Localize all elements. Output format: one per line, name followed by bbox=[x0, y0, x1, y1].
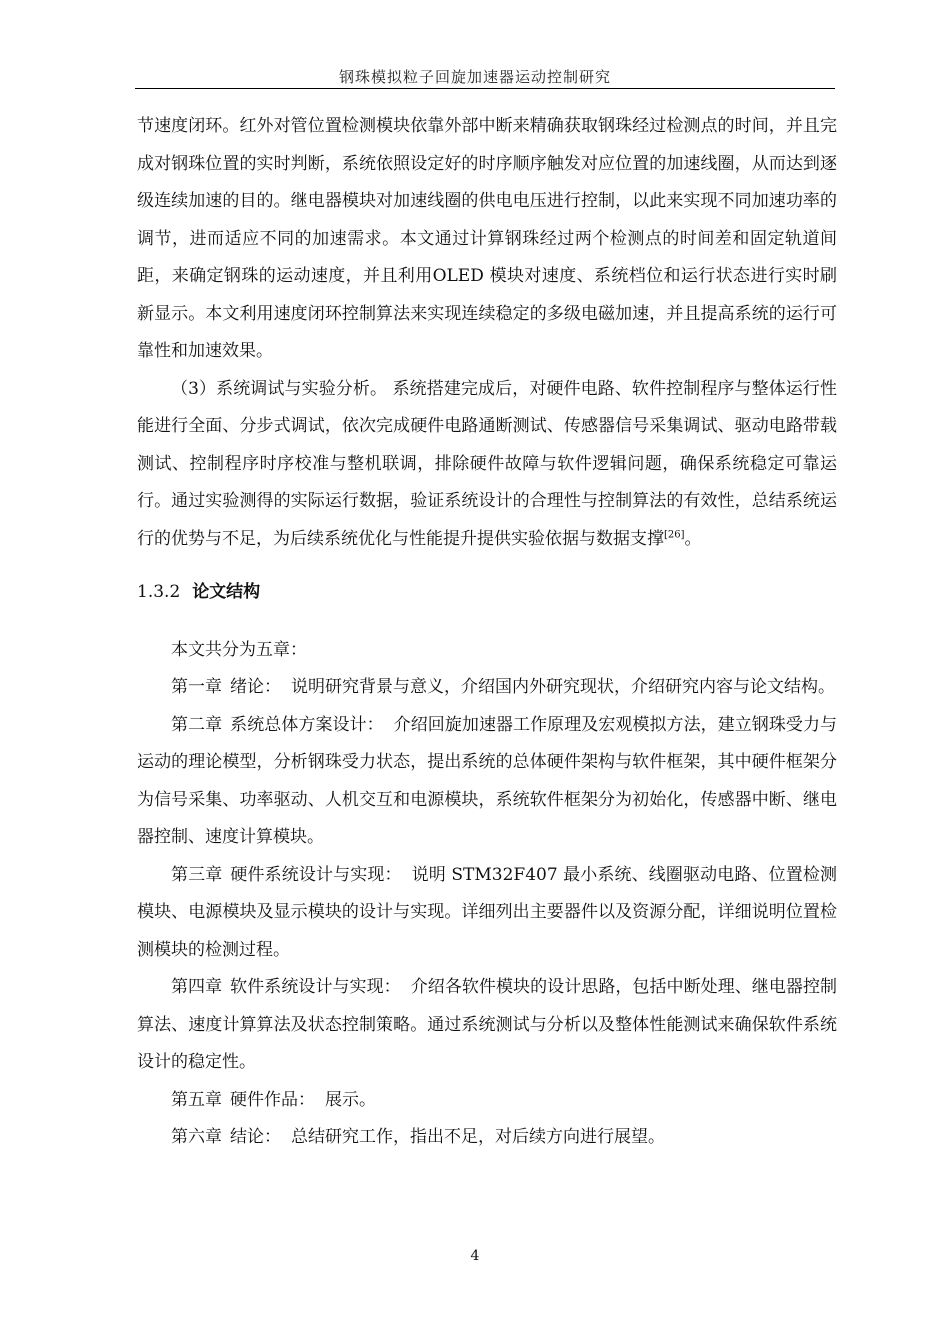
citation-reference: [26] bbox=[664, 528, 685, 540]
chapter-name: 软件系统设计与实现： bbox=[230, 977, 401, 997]
structure-intro: 本文共分为五章： bbox=[171, 639, 307, 660]
chapter-label: 第四章 bbox=[171, 977, 223, 997]
page-number: 4 bbox=[470, 1248, 480, 1264]
chapter-desc: 展示。 bbox=[325, 1089, 376, 1110]
chapter-desc: 说明研究背景与意义，介绍国内外研究现状，介绍研究内容与论文结构。 bbox=[291, 677, 835, 697]
chapter-name: 绪论： bbox=[230, 677, 281, 697]
chapter-desc: 总结研究工作，指出不足，对后续方向进行展望。 bbox=[291, 1127, 665, 1147]
chapter-item-1 bbox=[137, 669, 837, 707]
chapter-name: 系统总体方案设计： bbox=[230, 714, 384, 735]
chapter-name: 硬件系统设计与实现： bbox=[230, 864, 402, 885]
chapter-name: 结论： bbox=[230, 1127, 281, 1147]
body-paragraph-continued: 节速度闭环。红外对管位置检测模块依靠外部中断来精确获取钢珠经过检测点的时间，并且完成对钢珠位置的实时判断，系统依照设定好的时序顺序触发对应位置的加速线圈，从而达到逐级连续加速的目的。继电器模块对加速线圈的供电电压进行控制，以此来实现不同加速功率的调节，进而适应不同的加速需求。本文通过计算钢珠经过两个检测点的时间差和固定轨道间距，来确定钢珠的运动速度，并且利用OLED 模块对速度、系统档位和运行状态进行实时刷新显示。本文利用速度闭环控制算法来实现连续稳定的多级电磁加速，并且提高系统的运行可靠性和加速效果。 bbox=[137, 116, 837, 361]
chapter-item-3 bbox=[137, 857, 837, 970]
chapter-item-6 bbox=[137, 1119, 837, 1157]
chapter-desc: 介绍回旋加速器工作原理及宏观模拟方法，建立钢珠受力与运动的理论模型，分析钢珠受力状态，提出系统的总体硬件架构与软件框架，其中硬件框架分为信号采集、功率驱动、人机交互和电源模块，系统软件框架分为初始化，传感器中断、继电器控制、速度计算模块。 bbox=[137, 714, 838, 847]
paragraph-end-punct: 。 bbox=[684, 528, 702, 549]
chapter-item-5 bbox=[137, 1082, 837, 1120]
section-heading bbox=[137, 574, 837, 612]
chapter-label: 第五章 bbox=[171, 1089, 222, 1110]
chapter-label: 第三章 bbox=[171, 864, 223, 885]
chapter-desc: 介绍各软件模块的设计思路，包括中断处理、继电器控制算法、速度计算算法及状态控制策略。通过系统测试与分析以及整体性能测试来确保软件系统设计的稳定性。 bbox=[137, 977, 838, 1072]
page-content bbox=[137, 108, 837, 1157]
chapter-desc: 说明 STM32F407 最小系统、线圈驱动电路、位置检测模块、电源模块及显示模块的设计与实现。详细列出主要器件以及资源分配，详细说明位置检测模块的检测过程。 bbox=[137, 864, 838, 960]
chapter-label: 第六章 bbox=[171, 1127, 222, 1147]
paragraph-text: （3）系统调试与实验分析。 系统搭建完成后，对硬件电路、软件控制程序与整体运行性能进行全面、分步式调试，依次完成硬件电路通断测试、传感器信号采集调试、驱动电路带载测试、控制程序时序校准与整机联调，排除硬件故障与软件逻辑问题，确保系统稳定可靠运行。通过实验测得的实际运行数据，验证系统设计的合理性与控制算法的有效性，总结系统运行的优势与不足，为后续系统优化与性能提升提供实验依据与数据支撑 bbox=[137, 378, 837, 549]
section-number: 1.3.2 bbox=[137, 582, 181, 602]
chapter-name: 硬件作品： bbox=[230, 1089, 315, 1110]
header-rule bbox=[135, 88, 835, 89]
running-header-title: 钢珠模拟粒子回旋加速器运动控制研究 bbox=[338, 68, 611, 86]
chapter-item-4 bbox=[137, 969, 837, 1082]
chapter-item-2 bbox=[137, 707, 837, 857]
chapter-label: 第一章 bbox=[171, 677, 222, 697]
body-paragraph-debugging bbox=[137, 371, 837, 559]
chapter-label: 第二章 bbox=[171, 714, 223, 735]
section-title: 论文结构 bbox=[192, 582, 261, 602]
